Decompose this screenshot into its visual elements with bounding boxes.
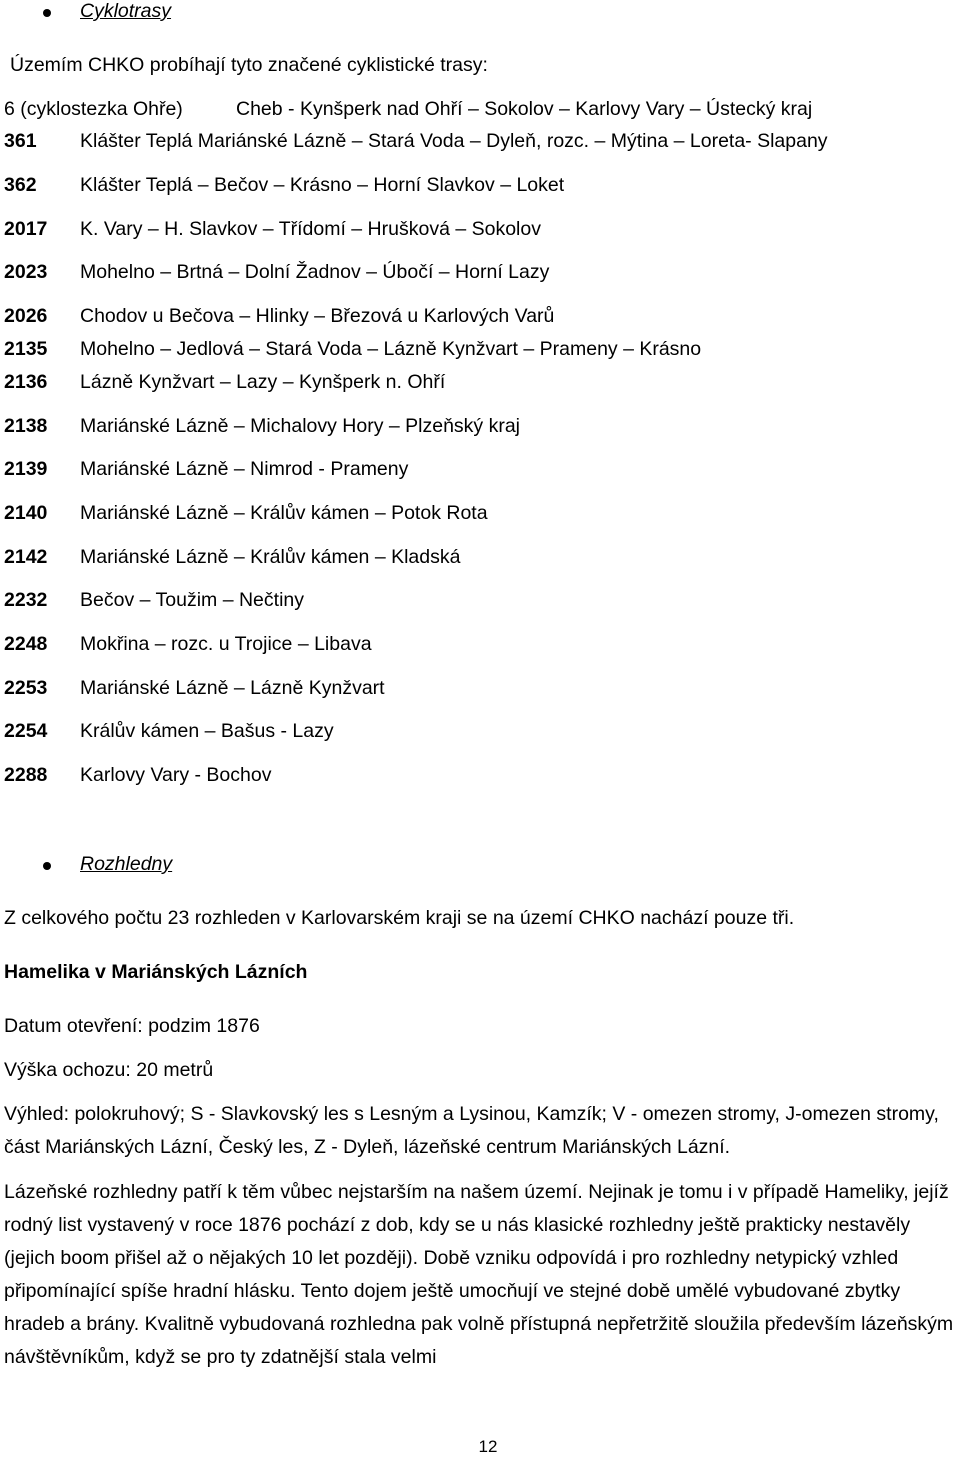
- route-number: 2017: [4, 218, 48, 240]
- page-number: 12: [478, 1437, 498, 1456]
- route-path: Klášter Teplá – Bečov – Krásno – Horní Slavkov – Loket: [80, 174, 565, 196]
- rozhledny-heading: Rozhledny: [80, 853, 173, 875]
- route-path: Cheb - Kynšperk nad Ohří – Sokolov – Karlovy Vary – Ústecký kraj: [236, 98, 813, 120]
- route-number: 362: [4, 174, 37, 196]
- route-path: Mariánské Lázně – Nimrod - Prameny: [80, 458, 409, 480]
- route-path: Bečov – Toužim – Nečtiny: [80, 589, 304, 611]
- route-path: Mohelno – Jedlová – Stará Voda – Lázně Kynžvart – Prameny – Krásno: [80, 338, 702, 360]
- route-number: 2026: [4, 305, 48, 327]
- route-number: 361: [4, 130, 37, 152]
- route-number: 2140: [4, 502, 48, 524]
- route-path: Chodov u Bečova – Hlinky – Březová u Karlových Varů: [80, 305, 555, 327]
- route-number: 2288: [4, 764, 48, 786]
- route-number: 2254: [4, 720, 48, 742]
- route-path: Klášter Teplá Mariánské Lázně – Stará Voda – Dyleň, rozc. – Mýtina – Loreta- Slapany: [80, 130, 828, 152]
- route-number: 2232: [4, 589, 48, 611]
- route-path: Mariánské Lázně – Králův kámen – Kladská: [80, 546, 461, 568]
- route-path: Karlovy Vary - Bochov: [80, 764, 272, 786]
- tower-title: Hamelika v Mariánských Lázních: [4, 961, 308, 983]
- tower-description: Lázeňské rozhledny patří k těm vůbec nejstarším na našem území. Nejinak je tomu i v případě Hameliky, jejíž rodný list vystavený v roce 1876 pochází z dob, kdy se u nás klasické rozhledny ještě prakticky nestavěly (jejich boom přišel až o nějakých 10 let později). Době vzniku odpovídá i pro rozhledny netypický vzhled připomínající spíše hradní hlásku. Tento dojem ještě umocňují ve stejné době umělé vybudované zbytky hradeb a brány. Kvalitně vybudovaná rozhledna pak volně přístupná nepřetržitě sloužila především lázeňským návštěvníkům, když se pro ty zdatnější stala velmi: [4, 1181, 954, 1368]
- route-number: 2138: [4, 415, 48, 437]
- route-path: Mariánské Lázně – Králův kámen – Potok Rota: [80, 502, 488, 524]
- route-number: 2248: [4, 633, 48, 655]
- route-number: 2139: [4, 458, 48, 480]
- route-number: 2023: [4, 261, 48, 283]
- route-number: 2135: [4, 338, 48, 360]
- tower-view: Výhled: polokruhový; S - Slavkovský les s Lesným a Lysinou, Kamzík; V - omezen stromy, J-omezen stromy, část Mariánských Lázní, Český les, Z - Dyleň, lázeňské centrum Mariánských Lázní.: [4, 1103, 939, 1158]
- cyklotrasy-intro: Územím CHKO probíhají tyto značené cyklistické trasy:: [10, 54, 488, 76]
- route-path: Mariánské Lázně – Michalovy Hory – Plzeňský kraj: [80, 415, 521, 437]
- rozhledny-intro: Z celkového počtu 23 rozhleden v Karlovarském kraji se na území CHKO nachází pouze tři.: [4, 907, 795, 929]
- route-path: K. Vary – H. Slavkov – Třídomí – Hrušková – Sokolov: [80, 218, 541, 240]
- bullet-icon: [43, 9, 51, 17]
- route-path: Mohelno – Brtná – Dolní Žadnov – Úbočí – Horní Lazy: [80, 261, 550, 283]
- tower-opening: Datum otevření: podzim 1876: [4, 1015, 260, 1037]
- route-number: 2136: [4, 371, 48, 393]
- route-number: 6 (cyklostezka Ohře): [4, 98, 183, 120]
- route-path: Mariánské Lázně – Lázně Kynžvart: [80, 677, 385, 699]
- route-path: Králův kámen – Bašus - Lazy: [80, 720, 334, 742]
- bullet-icon: [43, 862, 51, 870]
- route-number: 2142: [4, 546, 48, 568]
- route-path: Lázně Kynžvart – Lazy – Kynšperk n. Ohří: [80, 371, 446, 393]
- cyklotrasy-heading: Cyklotrasy: [80, 0, 172, 22]
- route-path: Mokřina – rozc. u Trojice – Libava: [80, 633, 372, 655]
- tower-height: Výška ochozu: 20 metrů: [4, 1059, 214, 1081]
- route-number: 2253: [4, 677, 48, 699]
